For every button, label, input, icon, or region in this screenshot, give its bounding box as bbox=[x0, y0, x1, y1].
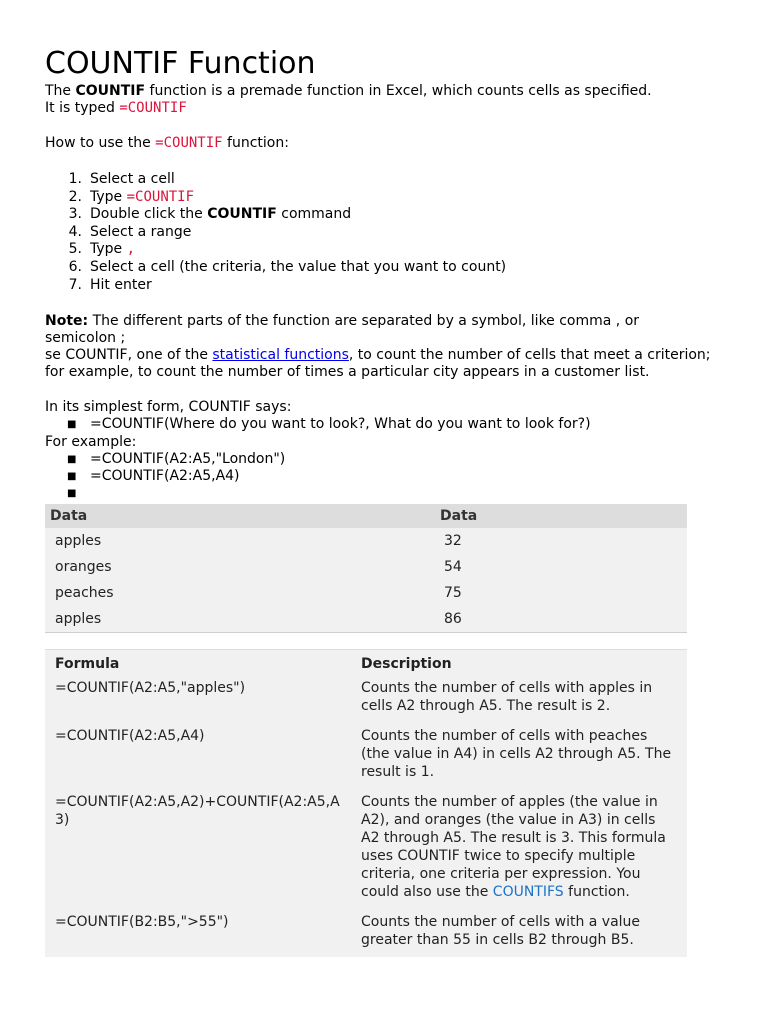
note-text: The different parts of the function are separated by a symbol, like comma , or semicolon ; bbox=[45, 313, 640, 346]
step-bold: COUNTIF bbox=[207, 206, 277, 223]
formula-table bbox=[45, 649, 687, 957]
list-item bbox=[45, 277, 506, 295]
table-row bbox=[45, 790, 687, 910]
table-row bbox=[45, 528, 687, 554]
list-item bbox=[45, 259, 506, 277]
list-item bbox=[45, 189, 506, 207]
steps-list bbox=[45, 171, 506, 294]
list-item bbox=[45, 241, 506, 259]
simplest-line: In its simplest form, COUNTIF says: bbox=[45, 399, 292, 415]
step-number: 2. bbox=[68, 188, 82, 205]
countifs-link[interactable]: COUNTIFS bbox=[492, 884, 564, 900]
howto-text: How to use the bbox=[45, 135, 156, 151]
step-text: Type bbox=[90, 188, 127, 205]
step-text: Select a cell (the criteria, the value that you want to count) bbox=[90, 258, 507, 275]
description-cell: Counts the number of cells with peaches (the value in A4) in cells A2 through A5. The result is 1. bbox=[361, 728, 672, 780]
usage-paragraph bbox=[45, 347, 713, 381]
step-number: 6. bbox=[68, 258, 82, 275]
step-code: =COUNTIF bbox=[126, 188, 195, 205]
page-title: COUNTIF Function bbox=[45, 46, 316, 81]
table-cell: 32 bbox=[444, 533, 462, 549]
step-text: Type bbox=[90, 241, 127, 258]
bullet-icon: ■ bbox=[67, 488, 77, 499]
list-item bbox=[67, 416, 591, 433]
description-cell: Counts the number of cells with apples in cells A2 through A5. The result is 2. bbox=[361, 680, 653, 714]
howto-code: =COUNTIF bbox=[155, 135, 223, 151]
bullet-icon: ■ bbox=[67, 471, 77, 482]
description-cell bbox=[351, 790, 687, 910]
step-number: 7. bbox=[68, 276, 82, 293]
table-header-row bbox=[45, 650, 687, 677]
step-number: 5. bbox=[68, 241, 82, 258]
list-item bbox=[67, 485, 90, 502]
list-item bbox=[67, 468, 240, 485]
description-cell: Counts the number of cells with a value greater than 55 in cells B2 through B5. bbox=[361, 914, 641, 948]
table-row bbox=[45, 910, 687, 957]
howto-text-rest: function: bbox=[222, 135, 289, 151]
intro-text: The bbox=[45, 83, 76, 99]
column-header: Formula bbox=[55, 656, 120, 672]
formula-cell: =COUNTIF(A2:A5,A2)+COUNTIF(A2:A5,A3) bbox=[55, 794, 340, 828]
step-number: 3. bbox=[68, 206, 82, 223]
bullet-text: =COUNTIF(Where do you want to look?, What do you want to look for?) bbox=[90, 416, 591, 432]
table-cell: 54 bbox=[444, 559, 462, 575]
table-header-row bbox=[45, 504, 687, 528]
formula-cell: =COUNTIF(A2:A5,"apples") bbox=[55, 680, 246, 696]
step-text: Select a cell bbox=[90, 171, 175, 187]
bullet-text: =COUNTIF(A2:A5,A4) bbox=[90, 468, 240, 484]
note-label: Note: bbox=[45, 313, 89, 329]
step-number: 1. bbox=[68, 171, 82, 187]
table-cell: peaches bbox=[55, 585, 114, 601]
table-row bbox=[45, 606, 687, 633]
intro-bold: COUNTIF bbox=[75, 83, 146, 99]
table-cell: 75 bbox=[444, 585, 462, 601]
step-number: 4. bbox=[68, 223, 82, 240]
bullet-text: =COUNTIF(A2:A5,"London") bbox=[90, 451, 286, 467]
usage-text-rest: , to count the number of cells that meet a criterion; for example, to count the number of times a particular city appears in a customer list. bbox=[45, 347, 711, 380]
column-header: Description bbox=[361, 656, 452, 672]
table-cell: oranges bbox=[55, 559, 112, 575]
list-item bbox=[67, 451, 285, 468]
bullet-icon: ■ bbox=[67, 419, 77, 430]
table-cell: apples bbox=[55, 533, 102, 549]
intro-paragraph bbox=[45, 83, 652, 100]
step-text: Select a range bbox=[90, 223, 192, 240]
table-cell: 86 bbox=[435, 606, 687, 633]
table-row bbox=[45, 580, 687, 606]
description-text-rest: function. bbox=[563, 884, 630, 900]
typed-text: It is typed bbox=[45, 100, 120, 116]
list-item bbox=[45, 171, 506, 189]
howto-line bbox=[45, 135, 289, 152]
step-code: , bbox=[126, 241, 136, 258]
example-label: For example: bbox=[45, 434, 137, 450]
step-text-rest: command bbox=[276, 206, 352, 223]
table-row bbox=[45, 554, 687, 580]
formula-cell: =COUNTIF(A2:A5,A4) bbox=[55, 728, 205, 744]
list-item bbox=[45, 206, 506, 224]
data-table bbox=[45, 504, 687, 633]
statistical-functions-link[interactable]: statistical functions bbox=[212, 347, 349, 363]
note-paragraph bbox=[45, 313, 685, 347]
typed-line bbox=[45, 100, 187, 117]
formula-cell: =COUNTIF(B2:B5,">55") bbox=[55, 914, 229, 930]
step-text: Hit enter bbox=[90, 276, 152, 293]
list-item bbox=[45, 224, 506, 242]
description-text: Counts the number of apples (the value in A2), and oranges (the value in A3) in cells A2 through A5. The result is 3. This formula uses COUNTIF twice to specify multiple criteria, one criteria per expression. You could also use the bbox=[361, 794, 666, 900]
intro-text-rest: function is a premade function in Excel, which counts cells as specified. bbox=[145, 83, 652, 99]
table-cell: apples bbox=[45, 606, 435, 633]
table-row bbox=[45, 724, 687, 790]
column-header: Data bbox=[45, 504, 435, 528]
bullet-icon: ■ bbox=[67, 454, 77, 465]
step-text: Double click the bbox=[90, 206, 208, 223]
usage-text: se COUNTIF, one of the bbox=[45, 347, 213, 363]
table-row bbox=[45, 676, 687, 724]
column-header: Data bbox=[435, 504, 687, 528]
typed-code: =COUNTIF bbox=[119, 100, 187, 116]
